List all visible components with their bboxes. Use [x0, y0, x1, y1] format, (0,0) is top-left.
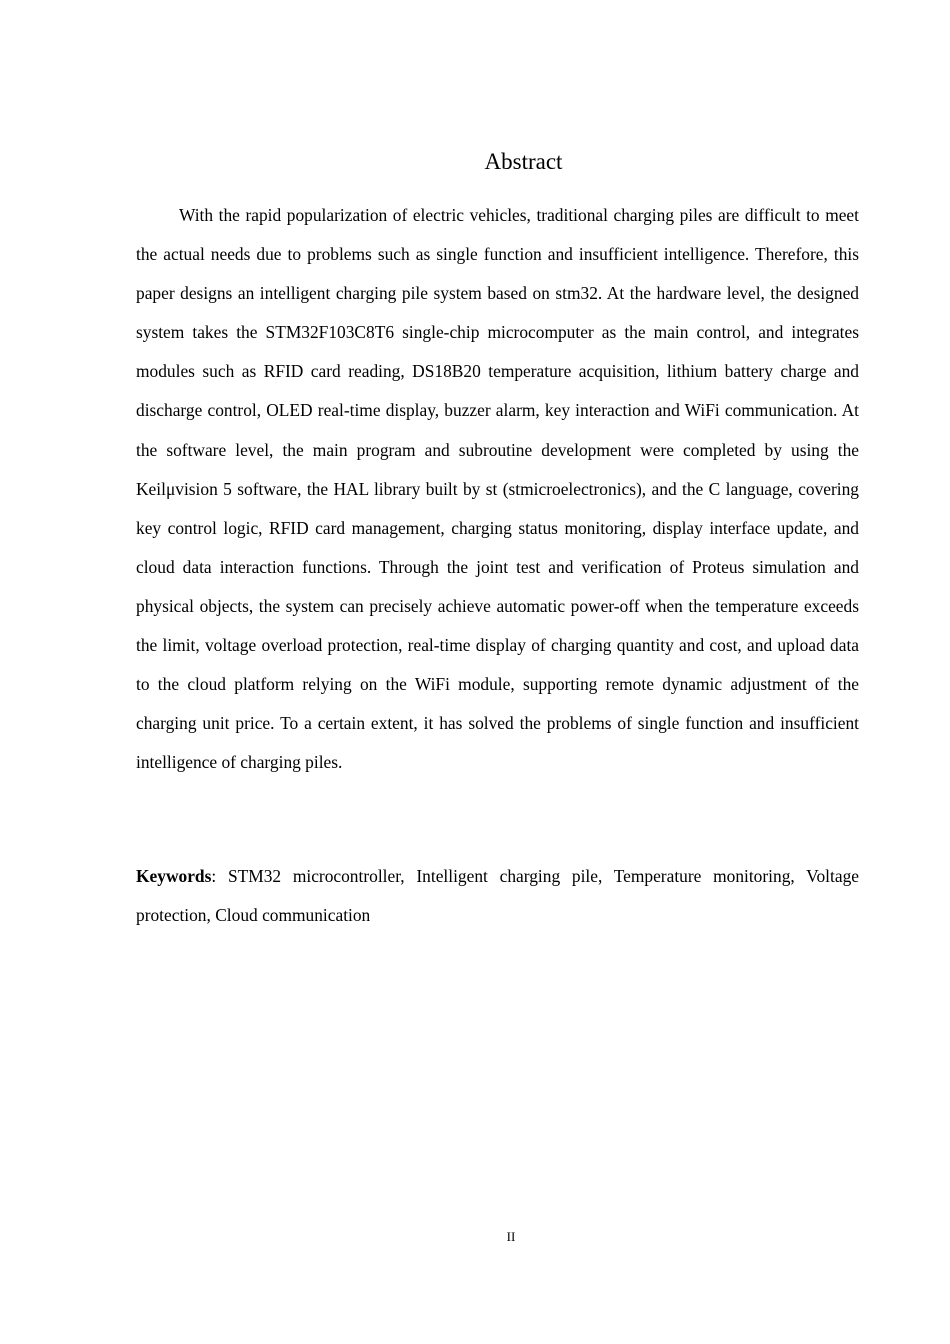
keywords-paragraph — [136, 857, 859, 935]
page-number: II — [506, 1229, 516, 1244]
abstract-title: Abstract — [484, 149, 563, 174]
keywords-label: Keywords — [136, 866, 212, 886]
keywords-separator: : — [211, 866, 228, 886]
keywords-text: STM32 microcontroller, Intelligent charging pile, Temperature monitoring, Voltage protection, Cloud communication — [136, 866, 859, 926]
abstract-body: With the rapid popularization of electric vehicles, traditional charging piles are difficult to meet the actual needs due to problems such as single function and insufficient intelligence. Therefore, this paper designs an intelligent charging pile system based on stm32. At the hardware level, the designed system takes the STM32F103C8T6 single-chip microcomputer as the main control, and integrates modules such as RFID card reading, DS18B20 temperature acquisition, lithium battery charge and discharge control, OLED real-time display, buzzer alarm, key interaction and WiFi communication. At the software level, the main program and subroutine development were completed by using the Keilμvision 5 software, the HAL library built by st (stmicroelectronics), and the C language, covering key control logic, RFID card management, charging status monitoring, display interface update, and cloud data interaction functions. Through the joint test and verification of Proteus simulation and physical objects, the system can precisely achieve automatic power-off when the temperature exceeds the limit, voltage overload protection, real-time display of charging quantity and cost, and upload data to the cloud platform relying on the WiFi module, supporting remote dynamic adjustment of the charging unit price. To a certain extent, it has solved the problems of single function and insufficient intelligence of charging piles. — [136, 205, 859, 773]
